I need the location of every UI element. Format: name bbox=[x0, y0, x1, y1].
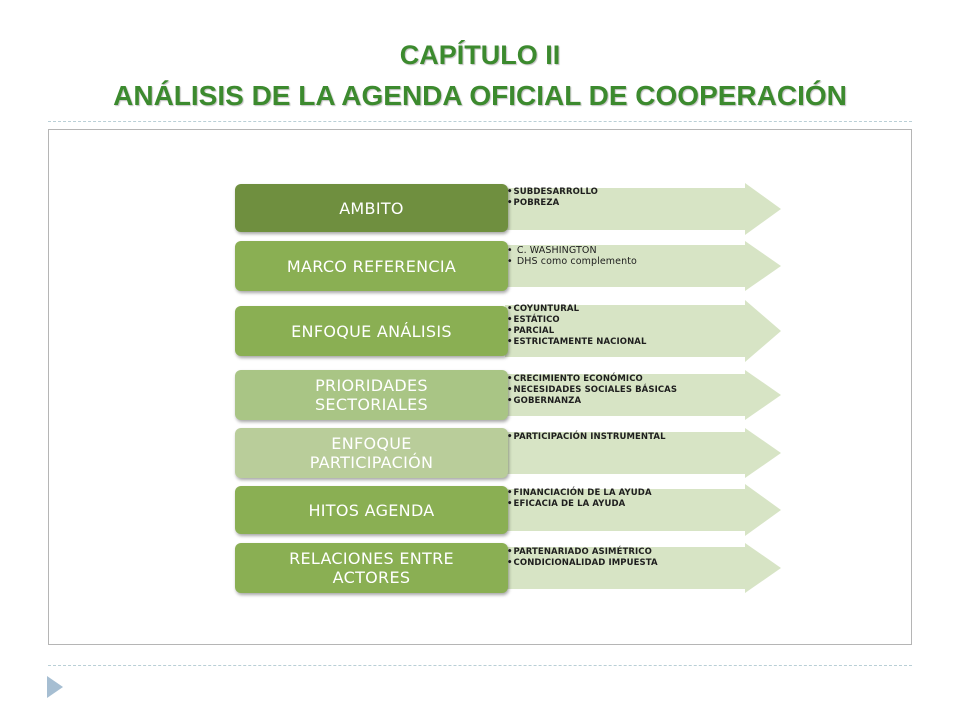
row-label-box bbox=[235, 428, 508, 478]
row-label-box bbox=[235, 306, 508, 356]
bullet-item: • FINANCIACIÓN DE LA AYUDA bbox=[507, 488, 652, 499]
row-label: RELACIONES ENTRE ACTORES bbox=[289, 549, 454, 587]
row-label: ENFOQUE PARTICIPACIÓN bbox=[309, 434, 434, 472]
bullet-item: • NECESIDADES SOCIALES BÁSICAS bbox=[507, 385, 677, 396]
diagram-row-marco-referencia bbox=[49, 241, 911, 291]
slide-title-line-2: ANÁLISIS DE LA AGENDA OFICIAL DE COOPERACIÓN bbox=[113, 80, 847, 111]
slide-title-line-1: CAPÍTULO II bbox=[399, 40, 561, 70]
row-bullets bbox=[507, 547, 658, 569]
row-label: ENFOQUE ANÁLISIS bbox=[291, 321, 452, 341]
diagram-row-enfoque-participacion bbox=[49, 428, 911, 478]
row-bullets bbox=[507, 187, 598, 209]
bullet-item: • CONDICIONALIDAD IMPUESTA bbox=[507, 558, 658, 569]
bullet-item: • EFICACIA DE LA AYUDA bbox=[507, 499, 652, 510]
diagram-frame bbox=[48, 129, 912, 645]
row-bullets bbox=[507, 374, 677, 407]
bullet-item: • DHS como complemento bbox=[507, 256, 637, 267]
row-label-box bbox=[235, 241, 508, 291]
diagram-row-ambito bbox=[49, 183, 911, 235]
row-bullets bbox=[507, 245, 637, 267]
diagram-row-relaciones-entre-actores bbox=[49, 543, 911, 593]
triangle-right-icon bbox=[47, 676, 63, 698]
row-label: PRIORIDADES SECTORIALES bbox=[314, 376, 429, 414]
row-label: MARCO REFERENCIA bbox=[286, 256, 457, 276]
row-label: AMBITO bbox=[339, 198, 404, 218]
bullet-item: • SUBDESARROLLO bbox=[507, 187, 598, 198]
bullet-item: • ESTRICTAMENTE NACIONAL bbox=[507, 337, 647, 348]
bullet-item: • ESTÁTICO bbox=[507, 315, 647, 326]
row-label: HITOS AGENDA bbox=[308, 500, 435, 520]
bullet-item: • GOBERNANZA bbox=[507, 396, 677, 407]
top-divider bbox=[48, 121, 912, 122]
diagram-row-hitos-agenda bbox=[49, 484, 911, 536]
bullet-item: • PARCIAL bbox=[507, 326, 647, 337]
row-bullets bbox=[507, 488, 652, 510]
bullet-item: • CRECIMIENTO ECONÓMICO bbox=[507, 374, 677, 385]
row-label-box bbox=[235, 184, 508, 232]
bullet-item: • C. WASHINGTON bbox=[507, 245, 637, 256]
row-bullets bbox=[507, 304, 647, 348]
row-label-box bbox=[235, 486, 508, 534]
bottom-divider bbox=[48, 665, 912, 666]
row-label-box bbox=[235, 370, 508, 420]
bullet-item: • POBREZA bbox=[507, 198, 598, 209]
diagram-row-prioridades-sectoriales bbox=[49, 370, 911, 420]
bullet-item: • PARTENARIADO ASIMÉTRICO bbox=[507, 547, 658, 558]
bullet-item: • COYUNTURAL bbox=[507, 304, 647, 315]
diagram-row-enfoque-analisis bbox=[49, 300, 911, 362]
row-bullets bbox=[507, 432, 666, 443]
row-label-box bbox=[235, 543, 508, 593]
bullet-item: • PARTICIPACIÓN INSTRUMENTAL bbox=[507, 432, 666, 443]
